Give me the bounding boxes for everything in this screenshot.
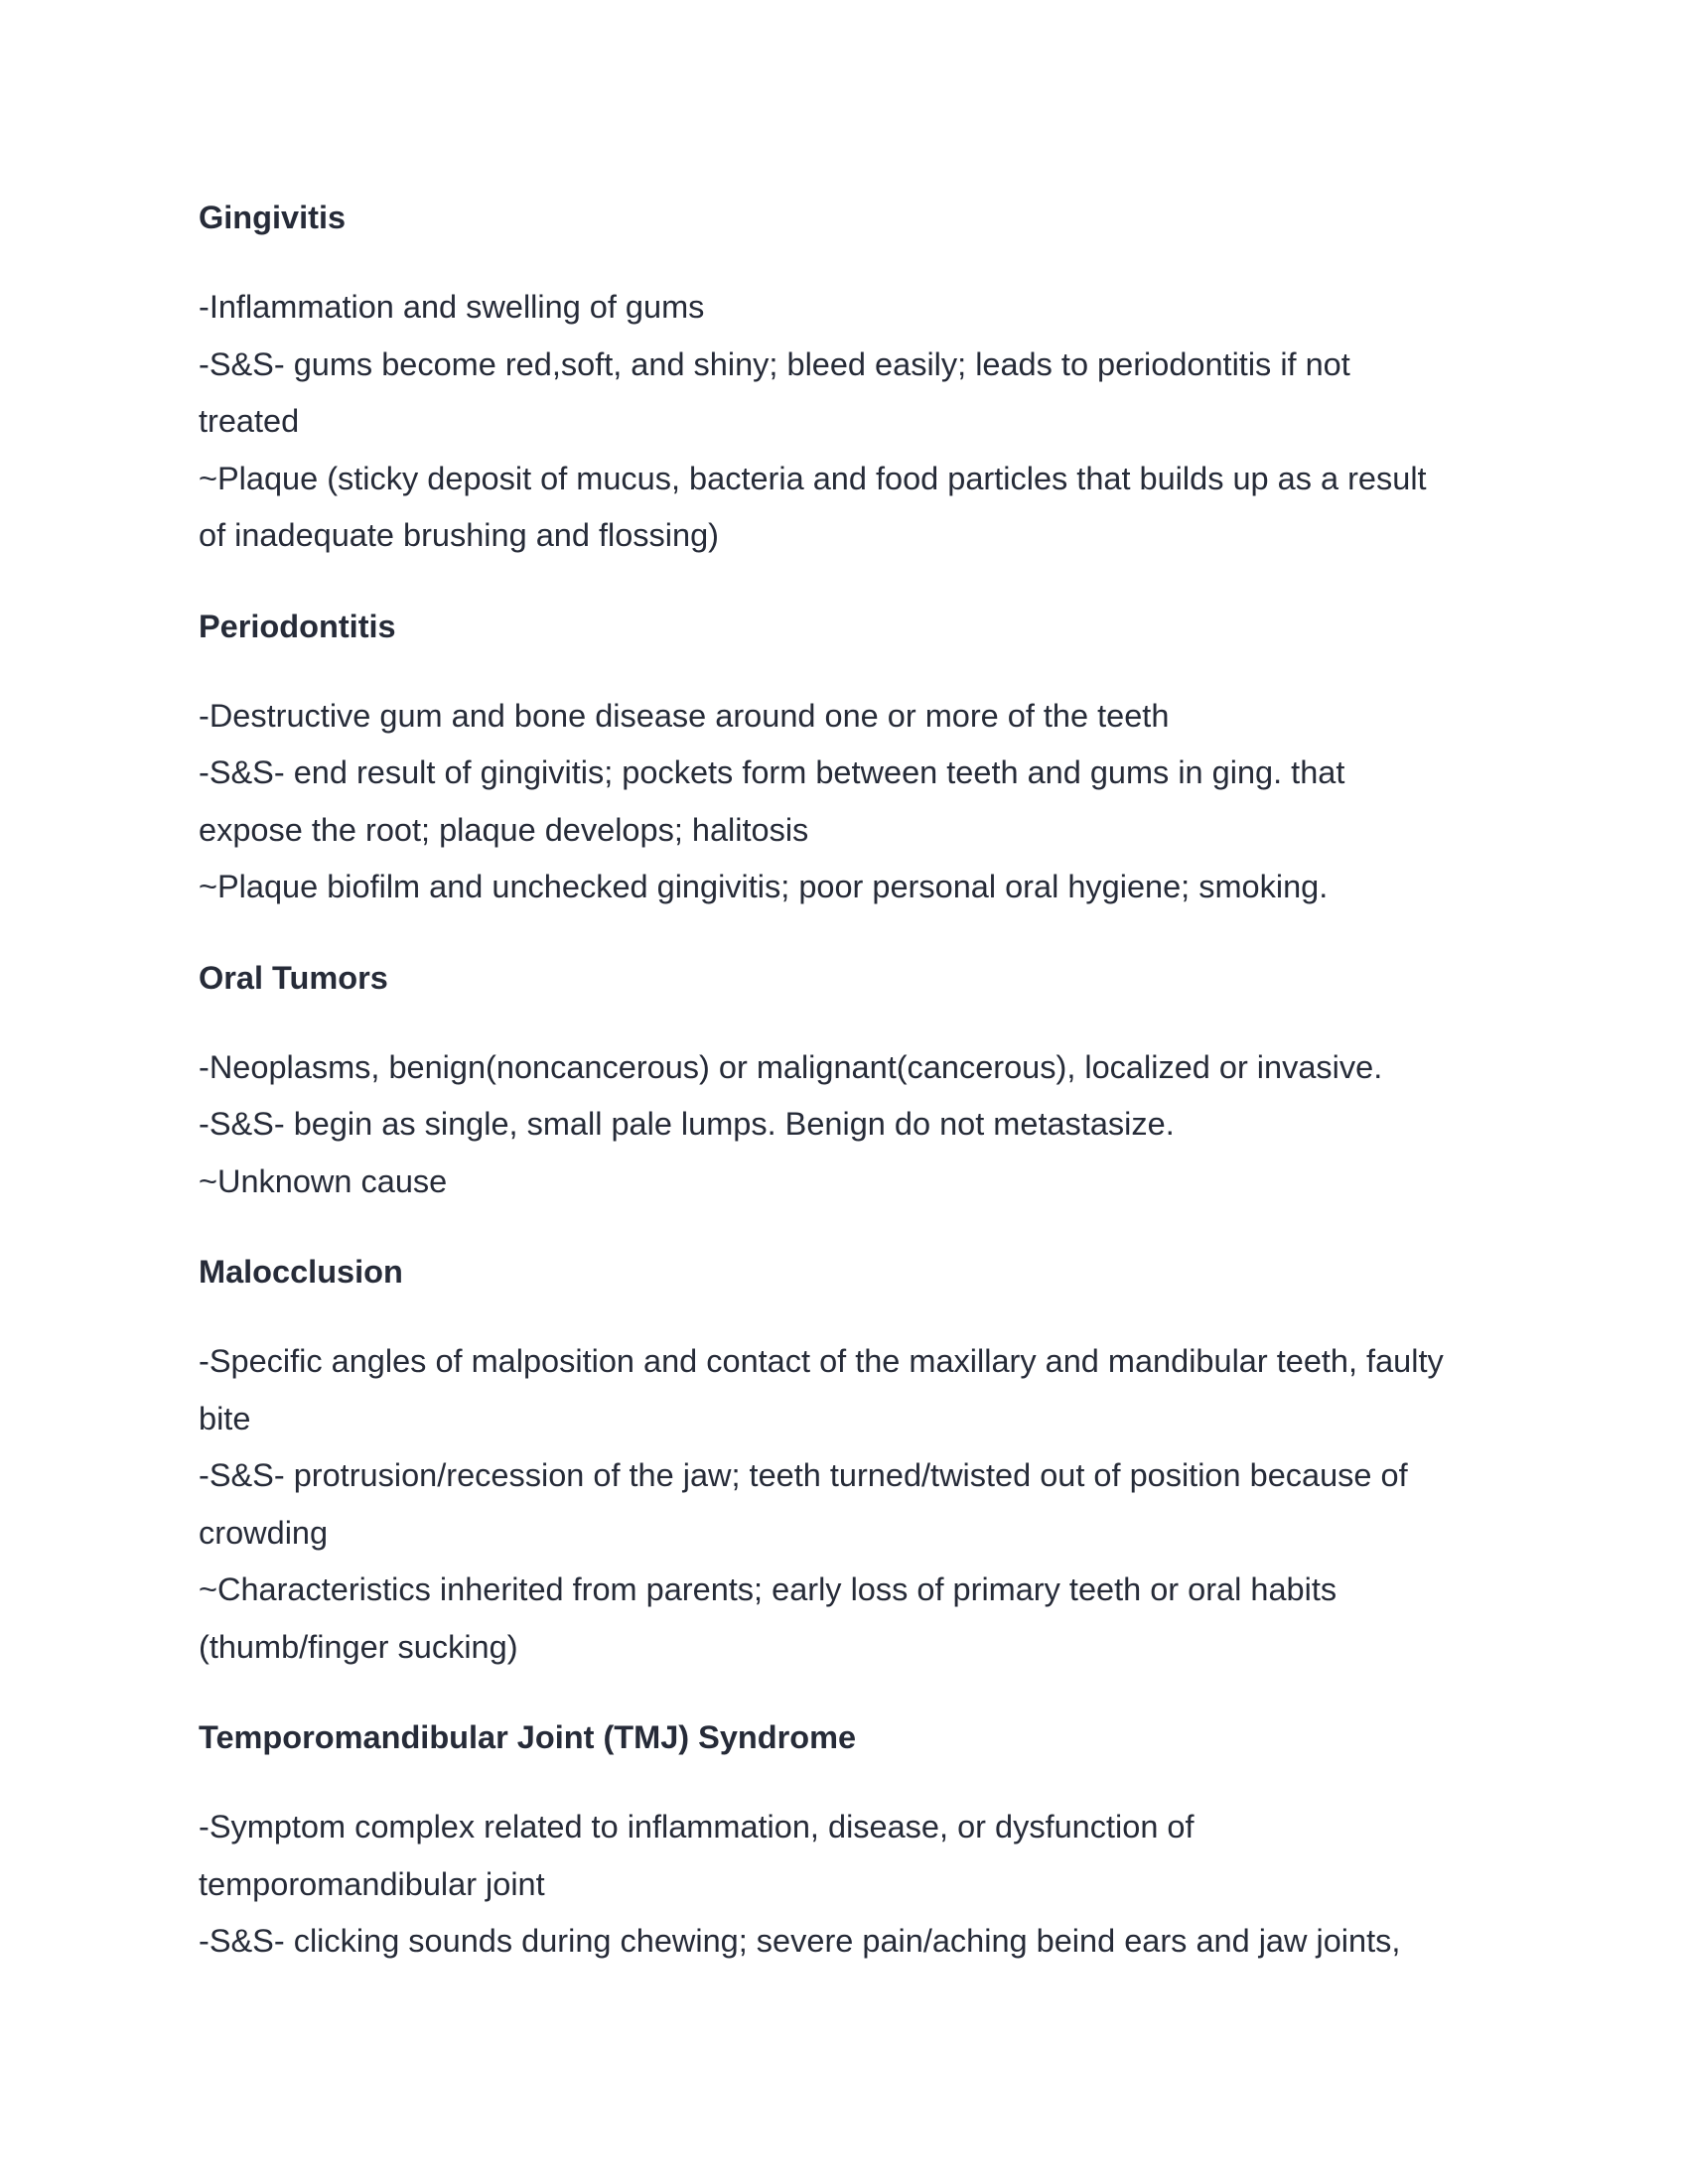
section-line: temporomandibular joint xyxy=(199,1865,545,1902)
section-line: -S&S- protrusion/recession of the jaw; teeth turned/twisted out of position because of xyxy=(199,1457,1408,1493)
document-page xyxy=(199,189,1489,1971)
section-line: ~Plaque (sticky deposit of mucus, bacteria and food particles that builds up as a result xyxy=(199,460,1427,496)
section-line: -S&S- begin as single, small pale lumps. Benign do not metastasize. xyxy=(199,1106,1175,1142)
section-oral-tumors xyxy=(199,949,1489,1211)
section-line: -Specific angles of malposition and contact of the maxillary and mandibular teeth, faulty xyxy=(199,1343,1444,1379)
section-line: -S&S- clicking sounds during chewing; severe pain/aching beind ears and jaw joints, xyxy=(199,1923,1401,1959)
section-line: crowding xyxy=(199,1514,329,1551)
section-line: of inadequate brushing and flossing) xyxy=(199,517,719,553)
section-line: -S&S- gums become red,soft, and shiny; bleed easily; leads to periodontitis if not xyxy=(199,345,1350,382)
section-tmj-syndrome xyxy=(199,1708,1489,1971)
section-malocclusion xyxy=(199,1243,1489,1676)
section-line: (thumb/finger sucking) xyxy=(199,1628,518,1665)
section-gingivitis xyxy=(199,189,1489,565)
section-line: -Inflammation and swelling of gums xyxy=(199,289,705,325)
section-line: ~Plaque biofilm and unchecked gingivitis; poor personal oral hygiene; smoking. xyxy=(199,869,1329,904)
section-line: ~Characteristics inherited from parents; early loss of primary teeth or oral habits xyxy=(199,1571,1337,1607)
section-heading: Malocclusion xyxy=(199,1254,403,1290)
section-heading: Oral Tumors xyxy=(199,959,388,996)
section-heading: Temporomandibular Joint (TMJ) Syndrome xyxy=(199,1719,857,1755)
section-line: ~Unknown cause xyxy=(199,1162,448,1199)
section-line: bite xyxy=(199,1400,251,1436)
section-heading: Periodontitis xyxy=(199,608,396,644)
section-line: -Neoplasms, benign(noncancerous) or malignant(cancerous), localized or invasive. xyxy=(199,1048,1383,1085)
section-line: -Destructive gum and bone disease around one or more of the teeth xyxy=(199,697,1170,734)
section-periodontitis xyxy=(199,598,1489,916)
section-heading: Gingivitis xyxy=(199,200,347,235)
section-line: -Symptom complex related to inflammation, disease, or dysfunction of xyxy=(199,1809,1195,1844)
section-line: treated xyxy=(199,403,300,439)
section-line: expose the root; plaque develops; halitosis xyxy=(199,811,809,848)
section-line: -S&S- end result of gingivitis; pockets form between teeth and gums in ging. that xyxy=(199,754,1345,790)
